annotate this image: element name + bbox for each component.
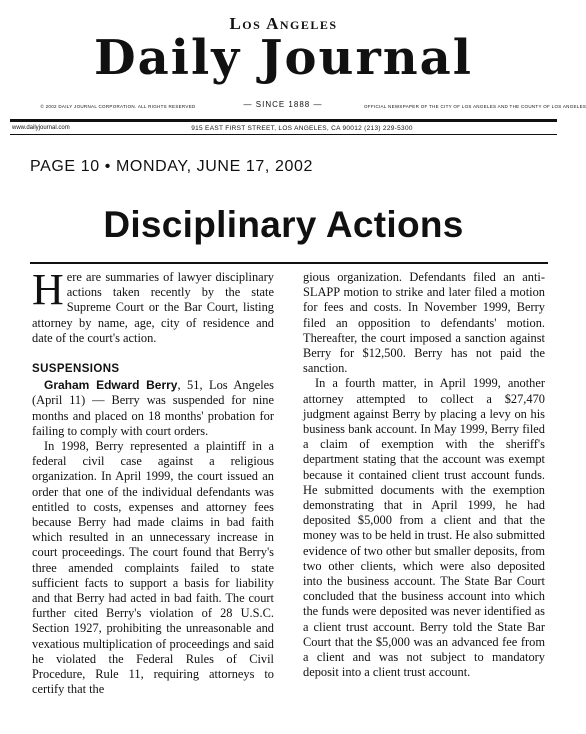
- masthead-official-notice: OFFICIAL NEWSPAPER OF THE CITY OF LOS ANGELES AND THE COUNTY OF LOS ANGELES: [364, 104, 586, 109]
- headline-rule: [30, 262, 548, 264]
- masthead-since: — SINCE 1888 —: [243, 100, 323, 109]
- paragraph-1: In 1998, Berry represented a plaintiff in a federal civil case against a religious organization. In April 1999, the court issued an order that one of the individual defendants was entitled to costs, expenses and attorney fees because Berry had made claims in bad faith which resulted in an unnecessary increase in court proceedings. The court found that Berry's three amended complaints failed to state sufficient facts to support a basis for liability and that Berry had acted in bad faith. The court further cited Berry's violation of 28 U.S.C. Section 1927, prohibiting the unreasonable and vexatious multiplication of proceedings and said he violated the Federal Rules of Civil Procedure, Rule 11, requiring attorneys to certify that the: [32, 439, 274, 697]
- masthead-copyright: © 2002 DAILY JOURNAL CORPORATION. ALL RIGHTS RESERVED: [40, 104, 196, 109]
- section-heading: SUSPENSIONS: [32, 363, 120, 376]
- masthead-rule-bottom: [10, 134, 557, 135]
- paragraph-2: In a fourth matter, in April 1999, another attorney attempted to collect a $27,470 judgment against Berry by placing a levy on his business bank account. In May 1999, Berry filed a claim of exemption with the sheriff's department stating that the account was exempt because it contained client trust account funds. He submitted documents with the exemption demonstrating that in April 1999, he had deposited $5,000 from a client and that the money was to be held in trust. He also submitted evidence of two other but smaller deposits, from two other clients, which were also deposited into the business account. The State Bar Court concluded that the business account into which the funds were deposited was never identified as a client trust account. Berry told the State Bar Court that the $5,000 was an advanced fee from a client and was not subject to mandatory deposit into a client trust account.: [303, 376, 545, 680]
- attorney-name: Graham Edward Berry: [44, 378, 178, 393]
- masthead-rule-top: [10, 119, 557, 122]
- drop-cap: H: [32, 265, 64, 314]
- page-date-line: PAGE 10 • MONDAY, JUNE 17, 2002: [30, 158, 313, 175]
- masthead-address: 915 EAST FIRST STREET, LOS ANGELES, CA 90012 (213) 229-5300: [191, 125, 413, 132]
- column-left: [32, 265, 275, 697]
- masthead-title: Daily Journal: [94, 30, 473, 86]
- intro-text: ere are summaries of lawyer disciplinary actions taken recently by the state Supreme Court or the Bar Court, listing attorney by name, age, city of residence and date of the court's action.: [32, 270, 274, 345]
- entry-lead-text: , 51, Los Angeles (April 11) — Berry was suspended for nine months and placed on 18 months' probation for failing to comply with court orders.: [32, 378, 275, 438]
- intro-paragraph: [32, 265, 274, 346]
- column-right: [303, 270, 545, 680]
- masthead-url: www.dailyjournal.com: [12, 125, 70, 131]
- headline: Disciplinary Actions: [103, 204, 464, 245]
- entry-lead: [32, 378, 274, 439]
- masthead-city: Los Angeles: [229, 14, 338, 33]
- paragraph-1-continued: gious organization. Defendants filed an anti-SLAPP motion to strike and later filed a motion for fees and costs. In November 1999, Berry filed an opposition to defendants' motion. Thereafter, the court imposed a sanction against Berry for $12,500. Berry has not paid the sanction.: [303, 270, 545, 376]
